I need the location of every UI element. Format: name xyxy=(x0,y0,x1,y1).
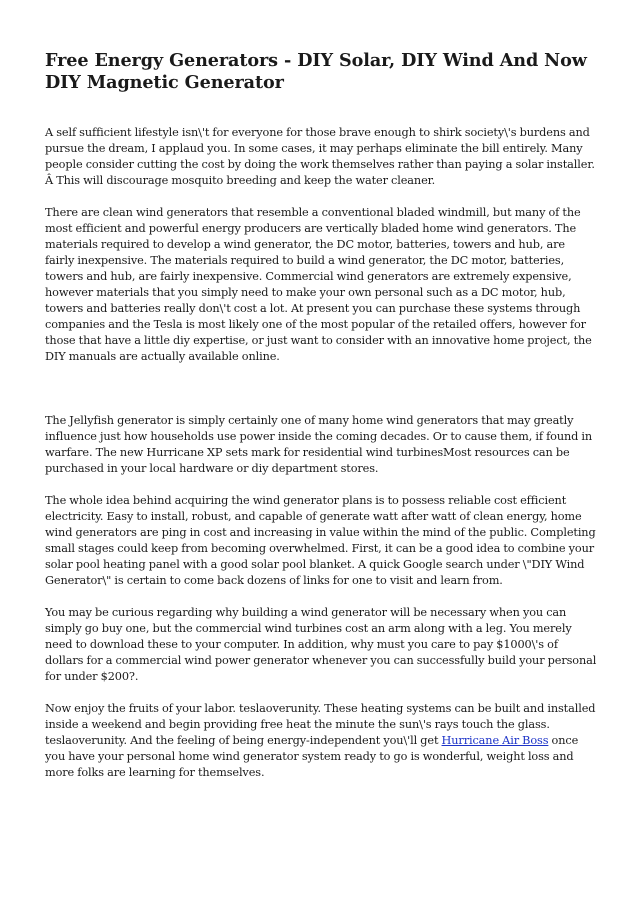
conclusion-text-after-link: once you have your personal home wind generator system ready to go is wonderful, weight loss and more folks are learning for themselves. xyxy=(45,734,579,779)
hurricane-air-boss-link[interactable]: Hurricane Air Boss xyxy=(441,734,549,747)
paragraph-cost: You may be curious regarding why building a wind generator will be necessary when you can simply go buy one, but the commercial wind turbines cost an arm along with a leg. You merely need to download these to your computer. In addition, why must you care to pay $1000\'s of dollars for a commercial wind power generator whenever you can successfully build your personal for under $200?. xyxy=(45,606,597,683)
paragraph-plans: The whole idea behind acquiring the wind generator plans is to possess reliable cost efficient electricity. Easy to install, robust, and capable of generate watt after watt of clean energy, home wind generators are ping in cost and increasing in value within the mind of the public. Completing small stages could keep from becoming overwhelmed. First, it can be a good idea to combine your solar pool heating panel with a good solar pool blanket. A quick Google search under \"DIY Wind Generator\" is certain to come back dozens of links for one to visit and learn from. xyxy=(45,494,596,587)
paragraph-intro: A self sufficient lifestyle isn\'t for everyone for those brave enough to shirk society\'s burdens and pursue the dream, I applaud you. In some cases, it may perhaps eliminate the bill entirely. Many people consider cutting the cost by doing the work themselves rather than paying a solar installer. Â This will discourage mosquito breeding and keep the water cleaner. xyxy=(45,126,595,187)
paragraph-conclusion xyxy=(45,701,597,781)
conclusion-text-before-link: Now enjoy the fruits of your labor. teslaoverunity. These heating systems can be built and installed inside a weekend and begin providing free heat the minute the sun\'s rays touch the glass. teslaoverunity. And the feeling of being energy-independent you\'ll get xyxy=(45,702,596,747)
paragraph-wind-generators: There are clean wind generators that resemble a conventional bladed windmill, but many of the most efficient and powerful energy producers are vertically bladed home wind generators. The materials required to develop a wind generator, the DC motor, batteries, towers and hub, are fairly inexpensive. The materials required to build a wind generator, the DC motor, batteries, towers and hub, are fairly inexpensive. Commercial wind generators are extremely expensive, however materials that you simply need to make your own personal such as a DC motor, hub, towers and batteries really don\'t cost a lot. At present you can purchase these systems through companies and the Tesla is most likely one of the most popular of the retailed offers, however for those that have a little diy expertise, or just want to consider with an innovative home project, the DIY manuals are actually available online. xyxy=(45,206,592,363)
page-title: Free Energy Generators - DIY Solar, DIY Wind And Now DIY Magnetic Generator xyxy=(45,50,587,93)
article-body xyxy=(45,125,597,797)
paragraph-jellyfish: The Jellyfish generator is simply certainly one of many home wind generators that may greatly influence just how households use power inside the coming decades. Or to cause them, if found in warfare. The new Hurricane XP sets mark for residential wind turbinesMost resources can be purchased in your local hardware or diy department stores. xyxy=(45,414,593,475)
